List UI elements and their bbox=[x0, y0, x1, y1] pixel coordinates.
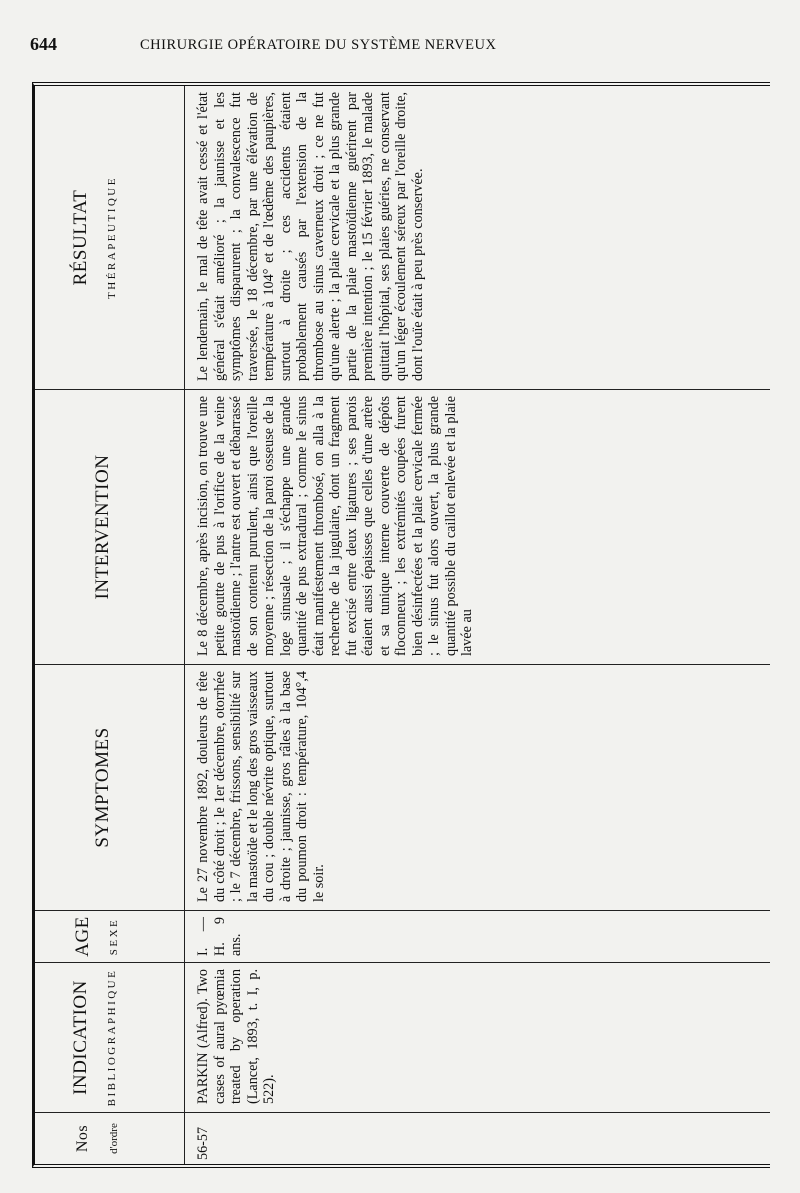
running-title: CHIRURGIE OPÉRATOIRE DU SYSTÈME NERVEUX bbox=[140, 37, 497, 53]
page-header bbox=[30, 34, 750, 58]
header-intervention-title: INTERVENTION bbox=[92, 454, 113, 600]
column-header-indication bbox=[35, 963, 185, 1112]
column-intervention bbox=[35, 389, 770, 664]
header-age-title: AGE bbox=[72, 916, 93, 957]
rotated-table-body bbox=[35, 86, 770, 1164]
column-header-age bbox=[35, 911, 185, 962]
cell-resultat: Le lendemain, le mal de tête avait cessé et l'état général s'était amélioré ; la jaunisse et les symptômes disparurent ; la convalescence fut traversée, le 18 décembre, par une élévation de température à 104° et de l'œdème des paupières, surtout à droite ; ces accidents étaient probablement causés par l'extension de la thrombose au sinus caverneux droit ; ce ne fut qu'une alerte ; la plaie cervicale et la plus grande partie de la plaie mastoïdienne guérirent par première intention ; le 15 février 1893, le malade quittait l'hôpital, ses plaies guéries, ne conservant qu'un léger écoulement séreux par l'oreille droite, dont l'ouïe était à peu près conservée. bbox=[195, 92, 426, 381]
header-numero-subtitle: d'ordre bbox=[107, 1123, 120, 1154]
header-indication-title: INDICATION bbox=[70, 980, 91, 1095]
column-header-intervention bbox=[35, 390, 185, 664]
header-symptomes-title: SYMPTOMES bbox=[92, 727, 113, 848]
column-numero bbox=[35, 1112, 770, 1164]
cell-numero: 56-57 bbox=[195, 1126, 211, 1160]
cell-symptomes: Le 27 novembre 1892, douleurs de tête du côté droit ; le 1er décembre, otorrhée ; le 7 décembre, frissons, sensibilité sur la mastoïde et le long des gros vaisseaux du cou ; double névrite optique, surtout à droite ; jaunisse, gros râles à la base du poumon droit : température, 104°,4 le soir. bbox=[195, 671, 327, 902]
column-symptomes bbox=[35, 664, 770, 910]
case-table bbox=[32, 82, 770, 1168]
header-indication-subtitle: BIBLIOGRAPHIQUE bbox=[105, 968, 118, 1107]
cell-indication: PARKIN (Alfred). Two cases of aural pyœmia treated by operation (Lancet, 1893, t. I, p. 522). bbox=[195, 969, 277, 1104]
header-numero-title: Nos bbox=[74, 1124, 91, 1153]
page-number: 644 bbox=[30, 34, 57, 54]
column-header-symptomes bbox=[35, 665, 185, 910]
header-resultat-title: RÉSULTAT bbox=[70, 189, 91, 286]
cell-intervention: Le 8 décembre, après incision, on trouve une petite goutte de pus à l'orifice de la veine mastoïdienne ; l'antre est ouvert et débarrassé de son contenu purulent, ainsi que l'oreille moyenne ; résection de la paroi osseuse de la loge sinusale ; il s'échappe une grande quantité de pus extradural ; comme le sinus était manifestement thrombosé, on alla à la recherche de la jugulaire, dont un fragment fut excisé entre deux ligatures ; ses parois étaient aussi épaisses que celles d'une artère et sa tunique interne couverte de dépôts floconneux ; les extrémités coupées furent bien désinfectées et la plaie cervicale fermée ; le sinus fut alors ouvert, la plus grande quantité possible du caillot enlevée et la plaie lavée au bbox=[195, 396, 475, 656]
header-age-subtitle: SEXE bbox=[107, 917, 120, 956]
column-resultat bbox=[35, 86, 770, 389]
cell-age-sexe: I. — H. 9 ans. bbox=[195, 917, 244, 956]
column-indication bbox=[35, 962, 770, 1112]
column-age bbox=[35, 910, 770, 962]
header-resultat-subtitle: THÉRAPEUTIQUE bbox=[105, 176, 118, 299]
column-header-numero bbox=[35, 1113, 185, 1164]
column-header-resultat bbox=[35, 86, 185, 389]
